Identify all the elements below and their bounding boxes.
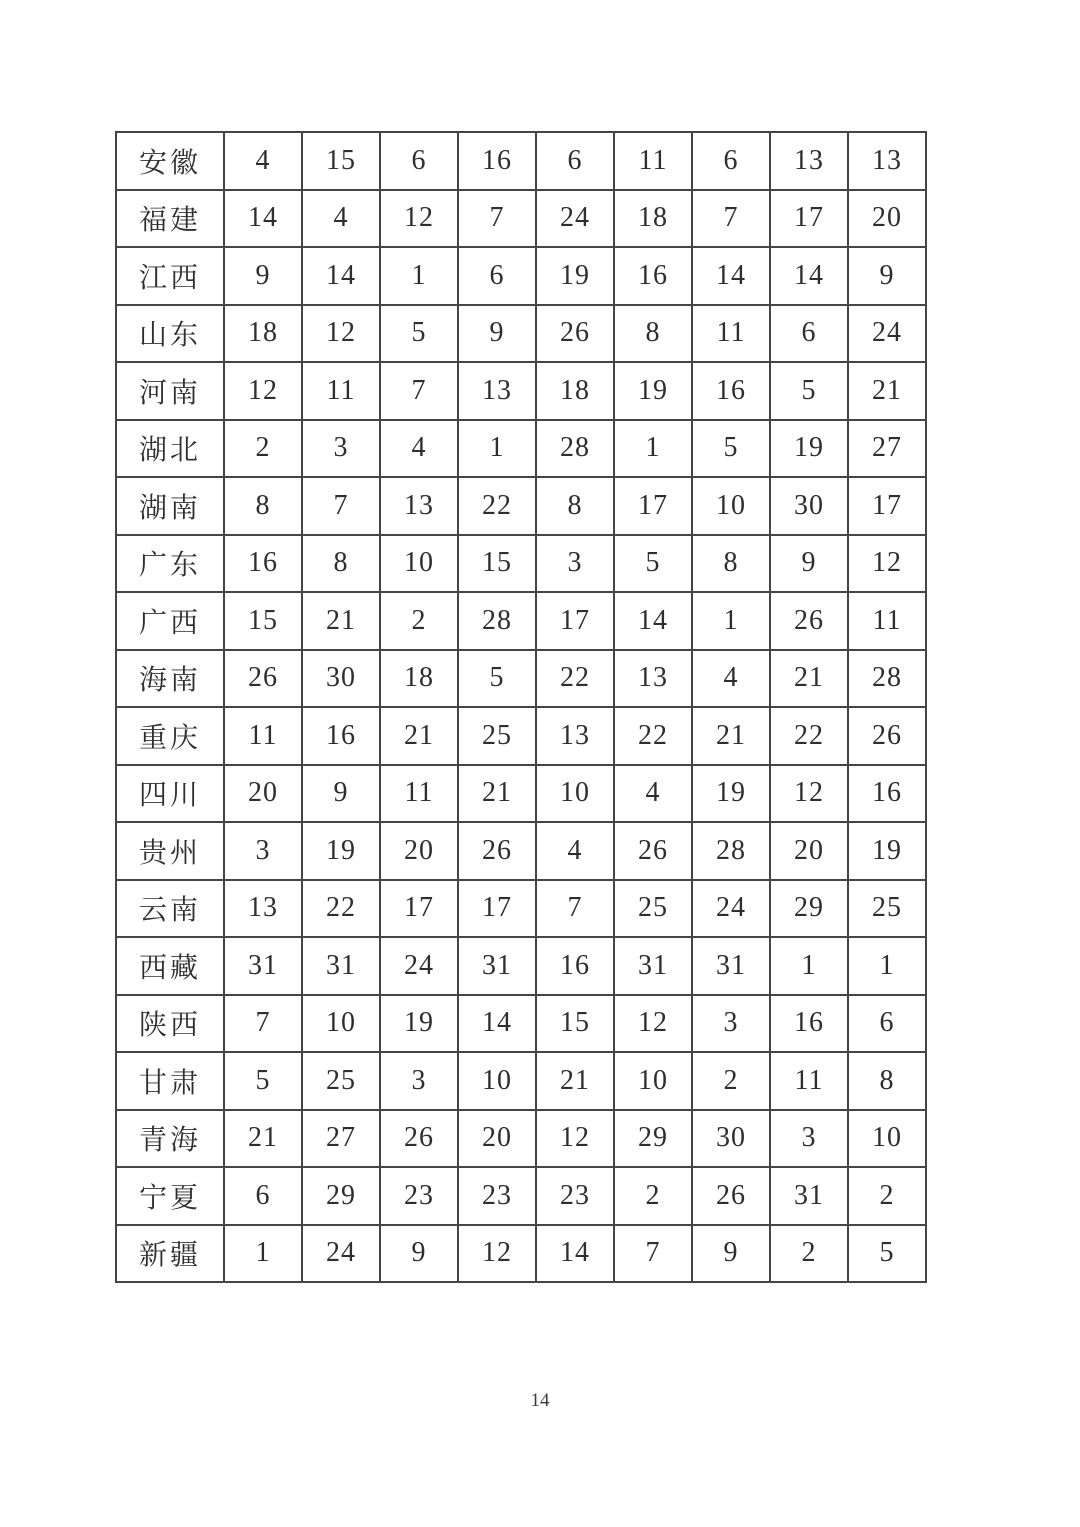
value-cell: 10	[458, 1052, 536, 1110]
value-cell: 14	[302, 247, 380, 305]
value-cell: 31	[692, 937, 770, 995]
value-cell: 1	[692, 592, 770, 650]
value-cell: 8	[224, 477, 302, 535]
value-cell: 17	[536, 592, 614, 650]
value-cell: 3	[380, 1052, 458, 1110]
value-cell: 12	[770, 765, 848, 823]
table-row	[116, 765, 926, 823]
value-cell: 13	[380, 477, 458, 535]
value-cell: 5	[692, 420, 770, 478]
province-cell: 江西	[116, 247, 224, 305]
value-cell: 17	[380, 880, 458, 938]
value-cell: 30	[692, 1110, 770, 1168]
table-row	[116, 420, 926, 478]
table-row	[116, 822, 926, 880]
value-cell: 15	[458, 535, 536, 593]
value-cell: 31	[302, 937, 380, 995]
value-cell: 18	[614, 190, 692, 248]
value-cell: 9	[224, 247, 302, 305]
value-cell: 10	[848, 1110, 926, 1168]
value-cell: 14	[770, 247, 848, 305]
value-cell: 3	[536, 535, 614, 593]
value-cell: 6	[692, 132, 770, 190]
value-cell: 26	[848, 707, 926, 765]
province-cell: 青海	[116, 1110, 224, 1168]
table-row	[116, 132, 926, 190]
province-cell: 重庆	[116, 707, 224, 765]
value-cell: 12	[614, 995, 692, 1053]
value-cell: 21	[848, 362, 926, 420]
value-cell: 24	[692, 880, 770, 938]
value-cell: 5	[380, 305, 458, 363]
value-cell: 10	[614, 1052, 692, 1110]
province-cell: 山东	[116, 305, 224, 363]
province-cell: 新疆	[116, 1225, 224, 1283]
value-cell: 17	[770, 190, 848, 248]
value-cell: 26	[614, 822, 692, 880]
value-cell: 31	[458, 937, 536, 995]
value-cell: 19	[848, 822, 926, 880]
province-cell: 云南	[116, 880, 224, 938]
value-cell: 5	[848, 1225, 926, 1283]
value-cell: 13	[536, 707, 614, 765]
value-cell: 14	[536, 1225, 614, 1283]
value-cell: 5	[458, 650, 536, 708]
province-data-table	[115, 131, 927, 1283]
table-row	[116, 1110, 926, 1168]
province-cell: 广西	[116, 592, 224, 650]
value-cell: 21	[692, 707, 770, 765]
value-cell: 1	[614, 420, 692, 478]
value-cell: 19	[770, 420, 848, 478]
value-cell: 31	[224, 937, 302, 995]
value-cell: 8	[302, 535, 380, 593]
table-row	[116, 477, 926, 535]
value-cell: 9	[770, 535, 848, 593]
value-cell: 3	[692, 995, 770, 1053]
value-cell: 26	[770, 592, 848, 650]
table-row	[116, 650, 926, 708]
province-cell: 宁夏	[116, 1167, 224, 1225]
value-cell: 1	[224, 1225, 302, 1283]
value-cell: 22	[614, 707, 692, 765]
value-cell: 29	[302, 1167, 380, 1225]
value-cell: 5	[614, 535, 692, 593]
value-cell: 12	[224, 362, 302, 420]
value-cell: 21	[380, 707, 458, 765]
province-cell: 河南	[116, 362, 224, 420]
province-cell: 安徽	[116, 132, 224, 190]
value-cell: 31	[770, 1167, 848, 1225]
value-cell: 17	[458, 880, 536, 938]
value-cell: 1	[770, 937, 848, 995]
value-cell: 7	[536, 880, 614, 938]
table-row	[116, 1225, 926, 1283]
value-cell: 20	[224, 765, 302, 823]
value-cell: 19	[614, 362, 692, 420]
table-row	[116, 937, 926, 995]
value-cell: 9	[692, 1225, 770, 1283]
table-row	[116, 1167, 926, 1225]
value-cell: 14	[458, 995, 536, 1053]
value-cell: 21	[458, 765, 536, 823]
table-row	[116, 305, 926, 363]
value-cell: 23	[380, 1167, 458, 1225]
value-cell: 15	[536, 995, 614, 1053]
value-cell: 2	[692, 1052, 770, 1110]
value-cell: 8	[536, 477, 614, 535]
value-cell: 22	[770, 707, 848, 765]
value-cell: 18	[224, 305, 302, 363]
value-cell: 28	[692, 822, 770, 880]
province-cell: 陕西	[116, 995, 224, 1053]
value-cell: 29	[614, 1110, 692, 1168]
value-cell: 24	[848, 305, 926, 363]
value-cell: 6	[380, 132, 458, 190]
value-cell: 13	[848, 132, 926, 190]
value-cell: 17	[614, 477, 692, 535]
value-cell: 31	[614, 937, 692, 995]
value-cell: 4	[614, 765, 692, 823]
value-cell: 27	[848, 420, 926, 478]
value-cell: 4	[224, 132, 302, 190]
value-cell: 19	[536, 247, 614, 305]
table-row	[116, 995, 926, 1053]
value-cell: 29	[770, 880, 848, 938]
value-cell: 7	[302, 477, 380, 535]
value-cell: 24	[380, 937, 458, 995]
value-cell: 2	[380, 592, 458, 650]
value-cell: 6	[536, 132, 614, 190]
value-cell: 1	[380, 247, 458, 305]
value-cell: 25	[848, 880, 926, 938]
value-cell: 5	[224, 1052, 302, 1110]
province-cell: 甘肃	[116, 1052, 224, 1110]
value-cell: 21	[224, 1110, 302, 1168]
value-cell: 6	[458, 247, 536, 305]
value-cell: 13	[614, 650, 692, 708]
value-cell: 7	[224, 995, 302, 1053]
value-cell: 6	[770, 305, 848, 363]
value-cell: 3	[224, 822, 302, 880]
value-cell: 20	[380, 822, 458, 880]
value-cell: 4	[536, 822, 614, 880]
page-number: 14	[530, 1390, 550, 1411]
value-cell: 16	[692, 362, 770, 420]
value-cell: 14	[614, 592, 692, 650]
value-cell: 11	[692, 305, 770, 363]
value-cell: 18	[536, 362, 614, 420]
value-cell: 12	[458, 1225, 536, 1283]
value-cell: 16	[224, 535, 302, 593]
value-cell: 11	[302, 362, 380, 420]
value-cell: 20	[770, 822, 848, 880]
value-cell: 16	[848, 765, 926, 823]
value-cell: 11	[848, 592, 926, 650]
value-cell: 5	[770, 362, 848, 420]
value-cell: 7	[458, 190, 536, 248]
table-body	[116, 132, 926, 1282]
value-cell: 14	[692, 247, 770, 305]
value-cell: 19	[302, 822, 380, 880]
value-cell: 4	[380, 420, 458, 478]
value-cell: 24	[302, 1225, 380, 1283]
value-cell: 12	[848, 535, 926, 593]
value-cell: 23	[536, 1167, 614, 1225]
value-cell: 25	[458, 707, 536, 765]
table-row	[116, 592, 926, 650]
value-cell: 22	[536, 650, 614, 708]
value-cell: 8	[614, 305, 692, 363]
value-cell: 12	[380, 190, 458, 248]
value-cell: 28	[848, 650, 926, 708]
value-cell: 2	[770, 1225, 848, 1283]
value-cell: 25	[302, 1052, 380, 1110]
table-row	[116, 1052, 926, 1110]
value-cell: 6	[224, 1167, 302, 1225]
value-cell: 11	[770, 1052, 848, 1110]
province-cell: 广东	[116, 535, 224, 593]
value-cell: 10	[692, 477, 770, 535]
value-cell: 9	[380, 1225, 458, 1283]
table-row	[116, 247, 926, 305]
value-cell: 11	[380, 765, 458, 823]
value-cell: 21	[302, 592, 380, 650]
value-cell: 16	[536, 937, 614, 995]
value-cell: 21	[536, 1052, 614, 1110]
value-cell: 19	[692, 765, 770, 823]
value-cell: 19	[380, 995, 458, 1053]
value-cell: 30	[770, 477, 848, 535]
value-cell: 8	[692, 535, 770, 593]
value-cell: 4	[692, 650, 770, 708]
value-cell: 10	[302, 995, 380, 1053]
value-cell: 15	[224, 592, 302, 650]
value-cell: 30	[302, 650, 380, 708]
value-cell: 12	[536, 1110, 614, 1168]
value-cell: 16	[302, 707, 380, 765]
table-row	[116, 190, 926, 248]
value-cell: 26	[692, 1167, 770, 1225]
value-cell: 7	[692, 190, 770, 248]
value-cell: 16	[458, 132, 536, 190]
value-cell: 26	[224, 650, 302, 708]
value-cell: 13	[224, 880, 302, 938]
value-cell: 13	[458, 362, 536, 420]
table-row	[116, 880, 926, 938]
value-cell: 9	[302, 765, 380, 823]
value-cell: 26	[536, 305, 614, 363]
value-cell: 20	[848, 190, 926, 248]
value-cell: 2	[614, 1167, 692, 1225]
value-cell: 12	[302, 305, 380, 363]
value-cell: 28	[458, 592, 536, 650]
value-cell: 8	[848, 1052, 926, 1110]
value-cell: 3	[302, 420, 380, 478]
value-cell: 6	[848, 995, 926, 1053]
value-cell: 3	[770, 1110, 848, 1168]
value-cell: 25	[614, 880, 692, 938]
value-cell: 2	[848, 1167, 926, 1225]
table-row	[116, 535, 926, 593]
value-cell: 10	[380, 535, 458, 593]
value-cell: 26	[380, 1110, 458, 1168]
value-cell: 15	[302, 132, 380, 190]
value-cell: 16	[770, 995, 848, 1053]
province-cell: 四川	[116, 765, 224, 823]
value-cell: 26	[458, 822, 536, 880]
value-cell: 7	[380, 362, 458, 420]
value-cell: 18	[380, 650, 458, 708]
value-cell: 14	[224, 190, 302, 248]
value-cell: 9	[848, 247, 926, 305]
value-cell: 2	[224, 420, 302, 478]
province-cell: 海南	[116, 650, 224, 708]
value-cell: 27	[302, 1110, 380, 1168]
province-cell: 西藏	[116, 937, 224, 995]
province-cell: 福建	[116, 190, 224, 248]
value-cell: 23	[458, 1167, 536, 1225]
value-cell: 13	[770, 132, 848, 190]
value-cell: 16	[614, 247, 692, 305]
value-cell: 21	[770, 650, 848, 708]
value-cell: 4	[302, 190, 380, 248]
province-cell: 湖北	[116, 420, 224, 478]
value-cell: 22	[302, 880, 380, 938]
value-cell: 20	[458, 1110, 536, 1168]
province-cell: 贵州	[116, 822, 224, 880]
value-cell: 7	[614, 1225, 692, 1283]
value-cell: 10	[536, 765, 614, 823]
value-cell: 11	[224, 707, 302, 765]
value-cell: 9	[458, 305, 536, 363]
value-cell: 1	[848, 937, 926, 995]
value-cell: 22	[458, 477, 536, 535]
table-row	[116, 362, 926, 420]
value-cell: 17	[848, 477, 926, 535]
table-row	[116, 707, 926, 765]
value-cell: 28	[536, 420, 614, 478]
value-cell: 11	[614, 132, 692, 190]
province-cell: 湖南	[116, 477, 224, 535]
value-cell: 1	[458, 420, 536, 478]
value-cell: 24	[536, 190, 614, 248]
